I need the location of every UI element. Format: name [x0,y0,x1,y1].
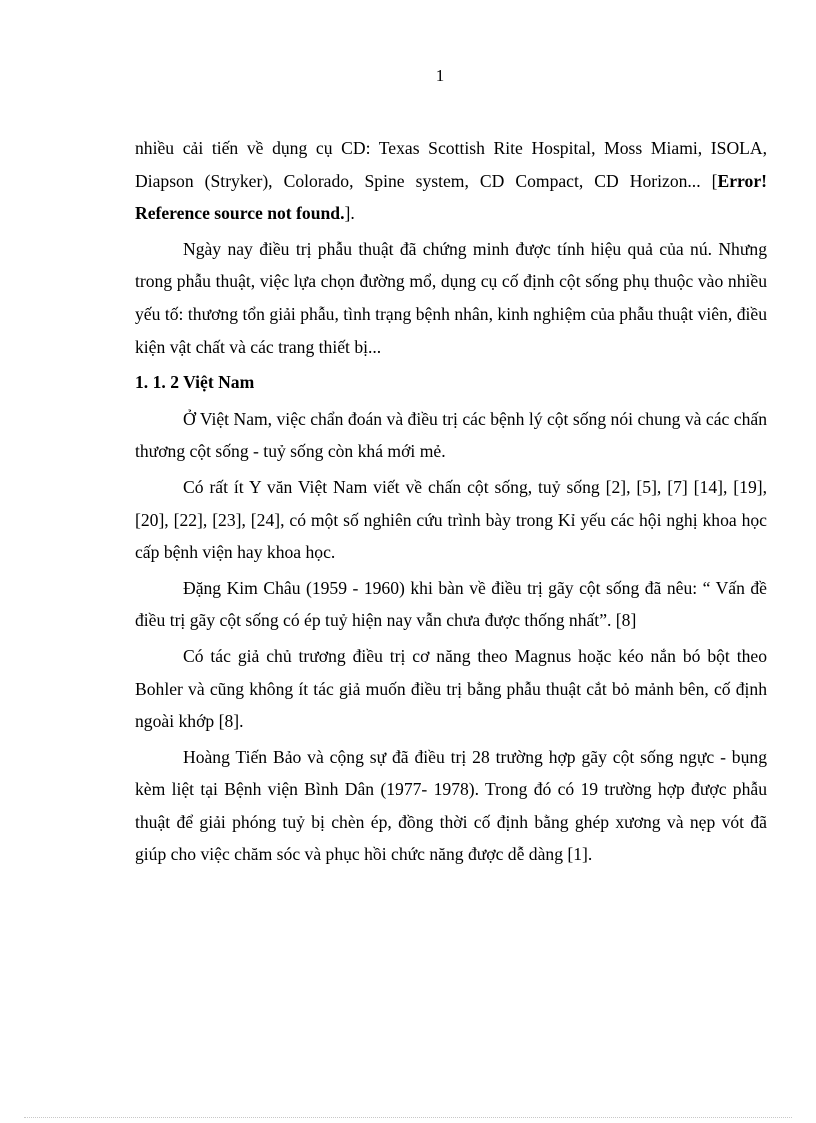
section-heading: 1. 1. 2 Việt Nam [135,372,255,393]
page-bottom-divider [24,1117,792,1118]
paragraph-text: nhiều cải tiến về dụng cụ CD: Texas Scottish Rite Hospital, Moss Miami, ISOLA, Diapson (Stryker), Colorado, Spine system, CD Compact, CD Horizon... [ [135,138,767,191]
paragraph-treatment-methods: Có tác giả chủ trương điều trị cơ năng theo Magnus hoặc kéo nắn bó bột theo Bohler và cũng không ít tác giả muốn điều trị bằng phẫu thuật cắt bỏ mảnh bên, cố định ngoài khớp [8]. [135,645,767,732]
paragraph-hoang-tien-bao: Hoàng Tiến Bảo và cộng sự đã điều trị 28 trường hợp gãy cột sống ngực - bụng kèm liệt tại Bệnh viện Bình Dân (1977- 1978). Trong đó có 19 trường hợp được phẫu thuật để giải phóng tuỷ bị chèn ép, đồng thời cố định bằng ghép xương và nẹp vót đã giúp cho việc chăm sóc và phục hồi chức năng được dễ dàng [1]. [135,746,767,865]
paragraph-text: ]. [344,203,355,224]
paragraph-surgery-effectiveness: Ngày nay điều trị phẫu thuật đã chứng minh được tính hiệu quả của nú. Nhưng trong phẫu thuật, việc lựa chọn đường mổ, dụng cụ cố định cột sống phụ thuộc vào nhiều yếu tố: thương tổn giải phẫu, tình trạng bệnh nhân, kinh nghiệm của phẫu thuật viên, điều kiện vật chất và các trang thiết bị... [135,238,767,357]
paragraph-vietnam-literature: Có rất ít Y văn Việt Nam viết về chấn cột sống, tuỷ sống [2], [5], [7] [14], [19], [20], [22], [23], [24], có một số nghiên cứu trình bày trong Kỉ yếu các hội nghị khoa học cấp bệnh viện hay khoa học. [135,476,767,563]
paragraph-vietnam-diagnosis: Ở Việt Nam, việc chẩn đoán và điều trị các bệnh lý cột sống nói chung và các chấn thương cột sống - tuỷ sống còn khá mới mẻ. [135,408,767,462]
page-body [135,132,767,874]
error-reference: Error! Reference source not found. [135,170,767,224]
paragraph-dang-kim-chau: Đặng Kim Châu (1959 - 1960) khi bàn về điều trị gãy cột sống đã nêu: “ Vấn đề điều trị gãy cột sống có ép tuỷ hiện nay vẫn chưa được thống nhất”. [8] [135,577,767,631]
page-number: 1 [435,66,445,85]
paragraph-cd-instruments [135,132,767,230]
